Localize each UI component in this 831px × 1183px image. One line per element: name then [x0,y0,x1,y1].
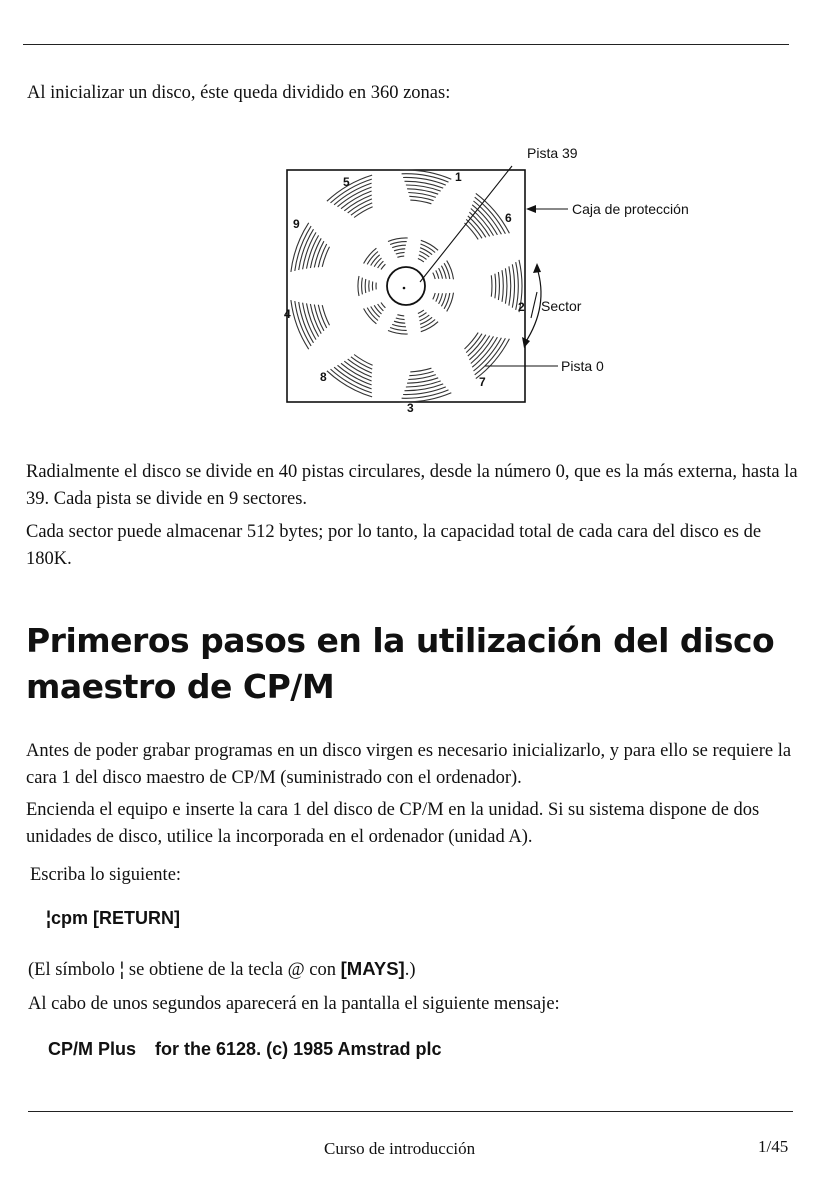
track-stroke [371,307,380,318]
track-stroke [331,369,372,393]
track-stroke [392,324,406,326]
track-stroke [505,268,507,303]
track-stroke [397,315,404,316]
bottom-rule [28,1111,793,1112]
inner-tracks [358,238,454,334]
footer-page: 1/45 [758,1137,789,1156]
boot-message [48,1039,441,1060]
paragraph-tracks: Radialmente el disco se divide en 40 pistas circulares, desde la número 0, que es la más externa, hasta la 39. Cada pista se divide en 9 sectores. [26,462,798,509]
caja-arrowhead [526,205,536,213]
boot-message-cpm: CP/M Plus [48,1039,137,1059]
pista0-label: Pista 0 [561,358,604,374]
track-stroke [495,274,496,299]
track-stroke [410,200,431,204]
track-stroke [307,303,319,336]
track-stroke [439,293,443,304]
track-stroke [394,321,405,323]
track-stroke [362,278,363,295]
track-stroke [419,255,427,260]
track-stroke [502,270,503,302]
sector-number-7: 7 [479,375,486,389]
sector-label: Sector [541,298,582,314]
track-stroke [474,201,502,234]
paragraph-insert-disk: Encienda el equipo e inserte la cara 1 del disco de CP/M en la unidad. Si su sistema dispone de dos unidades de disco, utilice la incorporada en el ordenador (unidad A). [26,800,760,847]
track-stroke [498,272,499,300]
track-stroke [351,357,372,369]
track-stroke [418,310,424,313]
sector-number-1: 1 [455,170,462,184]
pipe-symbol: ¦ [119,958,125,979]
track-stroke [354,207,373,218]
track-stroke [358,276,359,296]
command-text: ¦cpm [RETURN] [46,908,181,928]
track-stroke [364,309,377,324]
disk-hub [387,267,425,305]
symbol-text-before: (El símbolo [28,960,120,980]
sector-arc [525,268,541,343]
sector-number-9: 9 [293,217,300,231]
symbol-text-middle: se obtiene de la tecla @ con [124,960,341,980]
track-stroke [396,252,405,254]
sector-number-2: 2 [518,300,525,314]
sector-number-5: 5 [343,175,350,189]
track-stroke [436,293,439,301]
track-stroke [436,270,439,278]
track-stroke [365,279,366,293]
paragraph-intro-cpm: Antes de poder grabar programas en un disco virgen es necesario inicializarlo, y para ello se requiere la cara 1 del disco maestro de CP/M (suministrado con el ordenador). [26,741,792,788]
track-stroke [433,273,435,279]
pista39-pointer [420,166,512,282]
track-stroke [381,264,385,269]
paragraph-capacity: Cada sector puede almacenar 512 bytes; por lo tanto, la capacidad total de cada cara del disco es de 180K. [26,522,762,569]
track-stroke [307,235,319,268]
caja-label: Caja de protección [572,201,689,217]
mays-key: [MAYS] [340,958,405,979]
sector-number-8: 8 [320,370,327,384]
track-stroke [354,355,373,366]
track-stroke [371,255,380,266]
pista39-label: Pista 39 [527,145,578,161]
sector-number-3: 3 [407,401,414,415]
track-stroke [512,264,514,307]
track-stroke [407,189,438,194]
outer-tracks [291,170,522,402]
paragraph-symbol [28,955,800,984]
track-stroke [364,248,377,263]
track-stroke [491,275,492,296]
track-stroke [392,245,406,247]
index-hole [403,287,406,290]
track-stroke [351,203,372,215]
paragraph-message-intro: Al cabo de unos segundos aparecerá en la pantalla el siguiente mensaje: [28,994,560,1014]
sector-arrowhead-bottom [522,337,530,348]
track-stroke [418,259,424,262]
track-stroke [465,223,479,239]
track-stroke [439,268,443,279]
track-stroke [407,378,438,383]
sector-number-4: 4 [284,307,291,321]
track-stroke [419,313,427,318]
track-stroke [388,238,408,242]
disk-diagram [0,0,831,430]
section-heading: Primeros pasos en la utilización del disco maestro de CP/M [26,621,775,706]
footer-title: Curso de introducción [324,1139,476,1158]
track-stroke [390,242,407,245]
boot-message-rest: for the 6128. (c) 1985 Amstrad plc [155,1039,442,1059]
track-stroke [433,293,435,299]
paragraph-type: Escriba lo siguiente: [30,865,182,885]
intro-paragraph: Al inicializar un disco, éste queda dividido en 360 zonas: [27,83,451,103]
symbol-text-after: .) [404,960,416,980]
track-stroke [397,256,404,257]
sector-arrowhead-top [533,263,541,273]
track-stroke [394,249,405,251]
track-stroke [381,303,385,308]
track-stroke [396,318,405,320]
track-stroke [509,266,511,305]
sector-number-6: 6 [505,211,512,225]
track-stroke [465,333,479,349]
track-stroke [331,179,372,203]
sector-pointer [531,292,537,318]
track-stroke [390,328,407,331]
track-stroke [388,331,408,335]
track-stroke [410,368,431,372]
